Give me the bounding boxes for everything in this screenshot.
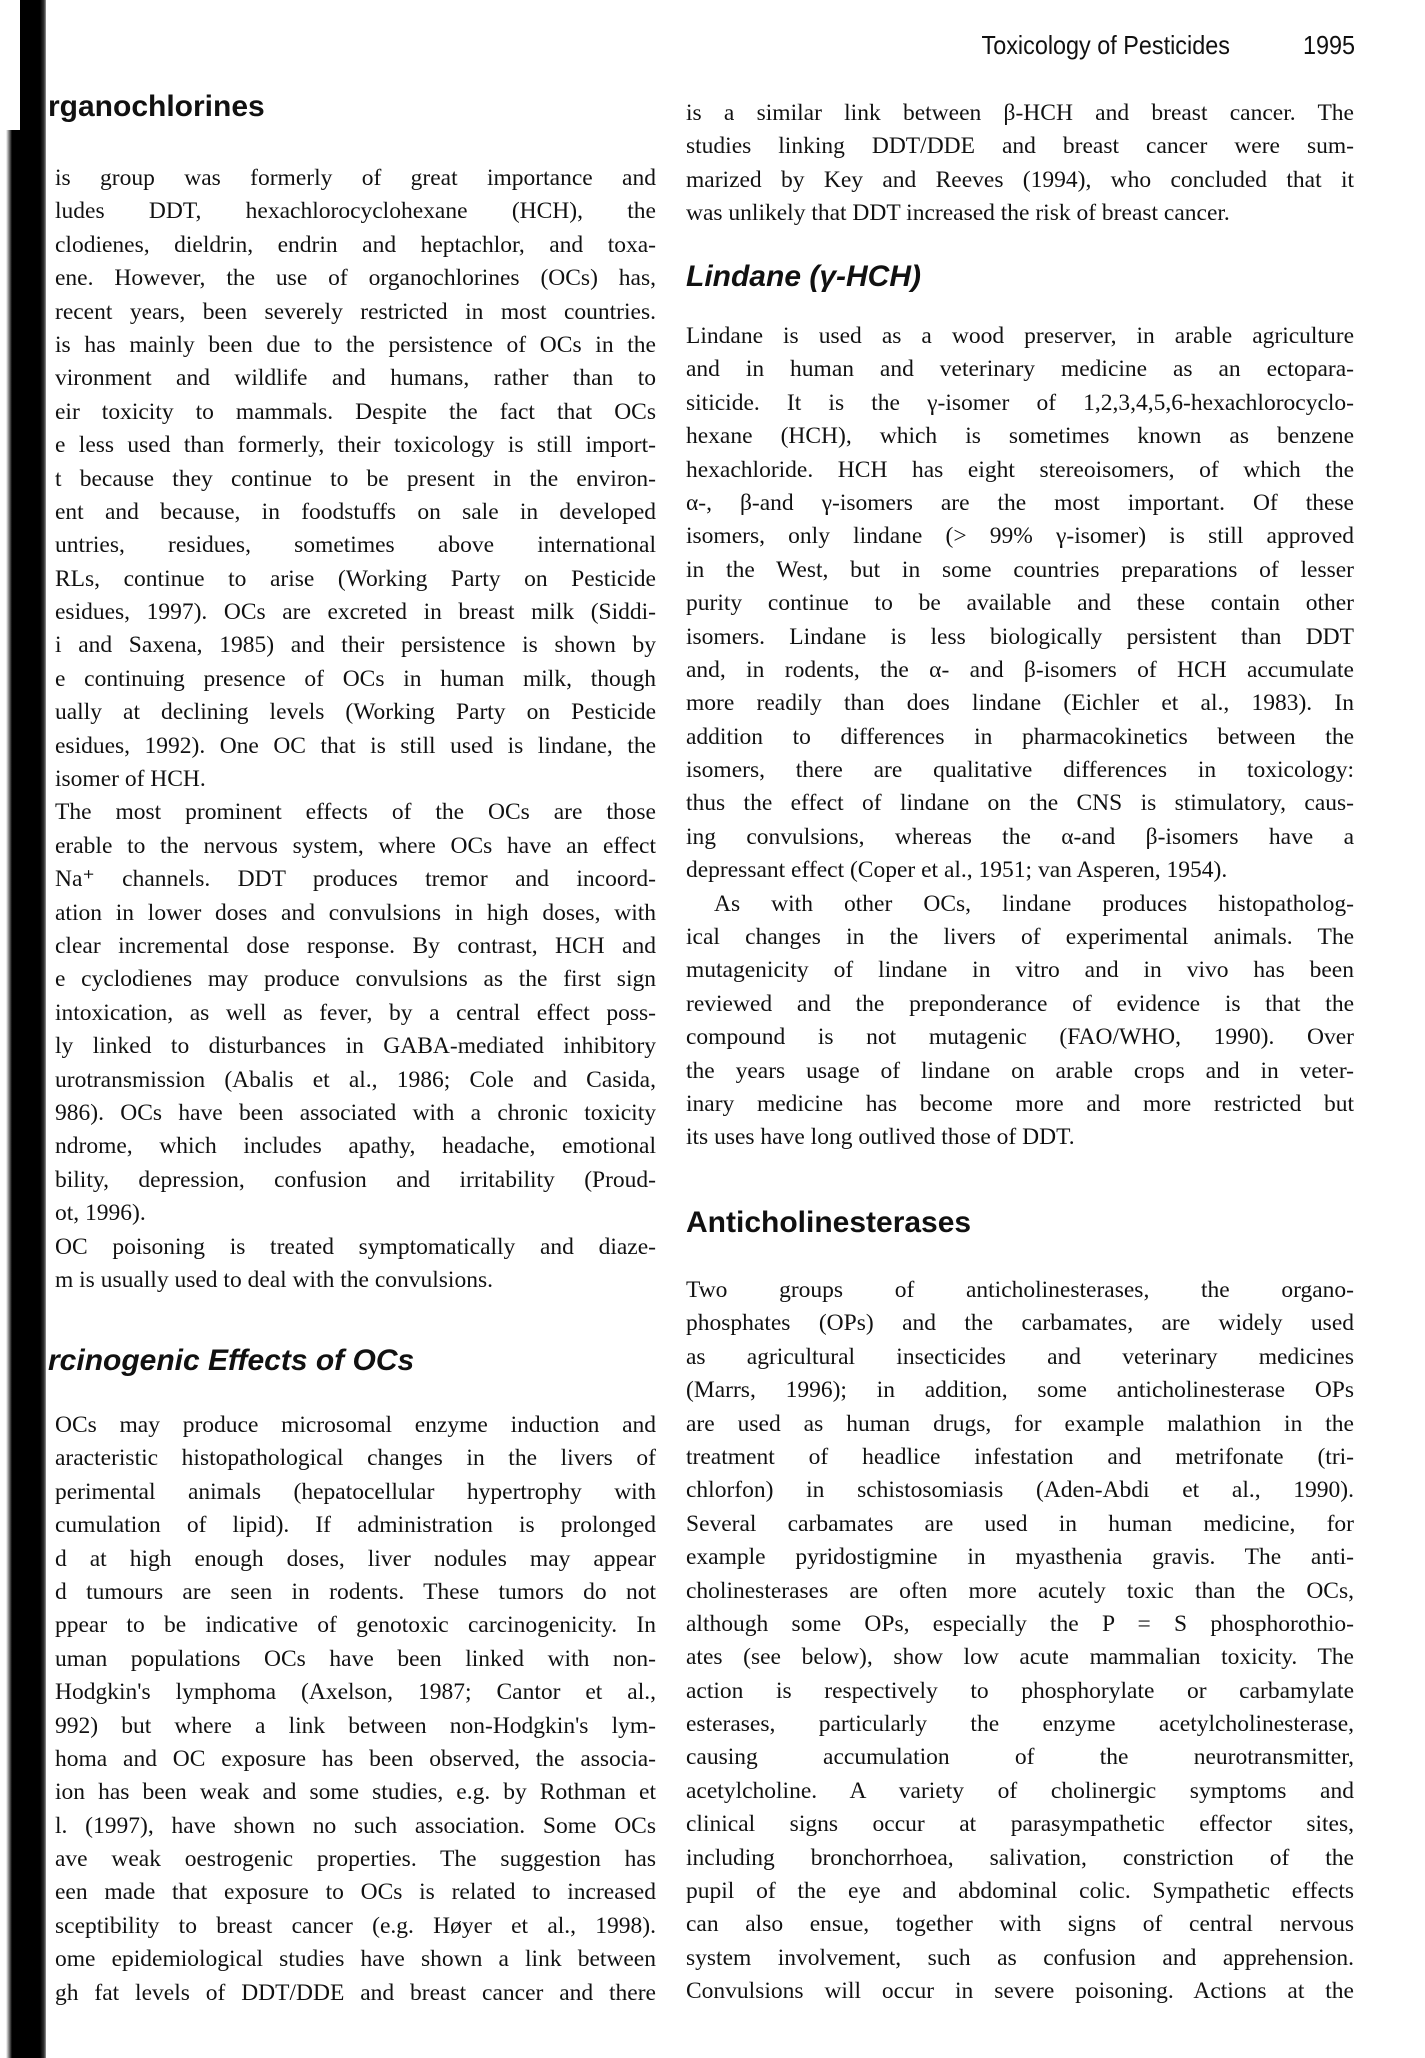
- text-line: Lindane is used as a wood preserver, in arable agriculture: [686, 323, 1354, 349]
- text-line: uman populations OCs have been linked with non-: [55, 1645, 656, 1672]
- text-line: e continuing presence of OCs in human milk, though: [55, 665, 656, 692]
- text-line: acetylcholine. A variety of cholinergic symptoms and: [686, 1777, 1354, 1804]
- text-line: Convulsions will occur in severe poisoning. Actions at the: [686, 1978, 1354, 2005]
- text-line: Two groups of anticholinesterases, the organo-: [686, 1277, 1354, 1303]
- text-line: As with other OCs, lindane produces histopatholog-: [714, 890, 1354, 917]
- anticholinesterases-body: [686, 1274, 1354, 2009]
- text-line: in the West, but in some countries preparations of lesser: [686, 556, 1354, 583]
- text-line: intoxication, as well as fever, by a central effect poss-: [55, 999, 656, 1026]
- text-line: are used as human drugs, for example malathion in the: [686, 1410, 1354, 1437]
- text-line: purity continue to be available and these contain other: [686, 590, 1354, 617]
- text-line: The most prominent effects of the OCs are those: [55, 799, 656, 826]
- text-line: thus the effect of lindane on the CNS is stimulatory, caus-: [686, 790, 1354, 817]
- text-line: ave weak oestrogenic properties. The suggestion has: [55, 1846, 656, 1873]
- text-line: cholinesterases are often more acutely toxic than the OCs,: [686, 1577, 1354, 1604]
- text-line: ical changes in the livers of experimental animals. The: [686, 924, 1354, 951]
- text-line: more readily than does lindane (Eichler et al., 1983). In: [686, 690, 1354, 717]
- paragraph: [55, 1409, 656, 2010]
- text-line: siticide. It is the γ-isomer of 1,2,3,4,5,6-hexachlorocyclo-: [686, 389, 1354, 416]
- text-line: OCs may produce microsomal enzyme induction and: [55, 1412, 656, 1438]
- text-line: phosphates (OPs) and the carbamates, are widely used: [686, 1310, 1354, 1337]
- text-line: d tumours are seen in rodents. These tumors do not: [55, 1578, 656, 1605]
- text-line: ion has been weak and some studies, e.g. by Rothman et: [55, 1779, 656, 1806]
- text-line: pupil of the eye and abdominal colic. Sympathetic effects: [686, 1878, 1354, 1905]
- text-line: action is respectively to phosphorylate or carbamylate: [686, 1677, 1354, 1704]
- heading-anticholinesterases: Anticholinesterases: [686, 1206, 972, 1239]
- text-line: i and Saxena, 1985) and their persistence is shown by: [55, 632, 656, 659]
- text-line: ndrome, which includes apathy, headache, emotional: [55, 1133, 656, 1160]
- running-head-title: Toxicology of Pesticides: [981, 30, 1230, 60]
- text-line: reviewed and the preponderance of evidence is that the: [686, 990, 1354, 1017]
- text-line: aracteristic histopathological changes in the livers of: [55, 1445, 656, 1472]
- text-line: cumulation of lipid). If administration is prolonged: [55, 1512, 656, 1539]
- paragraph: [686, 97, 1354, 231]
- scan-binding-shadow: [0, 0, 46, 2058]
- text-line: 992) but where a link between non-Hodgkin's lym-: [55, 1712, 656, 1739]
- text-line: chlorfon) in schistosomiasis (Aden-Abdi et al., 1990).: [686, 1477, 1354, 1504]
- text-line: ludes DDT, hexachlorocyclohexane (HCH), the: [55, 198, 656, 225]
- paragraph: [55, 1231, 656, 1298]
- text-line: e cyclodienes may produce convulsions as the first sign: [55, 966, 656, 993]
- paragraph: [55, 162, 656, 796]
- text-line: recent years, been severely restricted in most countries.: [55, 298, 656, 325]
- text-line: e less used than formerly, their toxicology is still import-: [55, 432, 656, 459]
- text-line: can also ensue, together with signs of central nervous: [686, 1911, 1354, 1938]
- text-line: as agricultural insecticides and veterinary medicines: [686, 1343, 1354, 1370]
- text-line: untries, residues, sometimes above international: [55, 532, 656, 559]
- text-line: isomers. Lindane is less biologically persistent than DDT: [686, 623, 1354, 650]
- lindane-body: [686, 320, 1354, 1155]
- page-number: 1995: [1302, 30, 1355, 60]
- organochlorines-body: [55, 162, 656, 1297]
- text-line: perimental animals (hepatocellular hypertrophy with: [55, 1478, 656, 1505]
- text-line: addition to differences in pharmacokinetics between the: [686, 723, 1354, 750]
- text-line: its uses have long outlived those of DDT.: [686, 1124, 1075, 1151]
- text-line: eir toxicity to mammals. Despite the fact that OCs: [55, 398, 656, 425]
- paragraph: [55, 796, 656, 1230]
- text-line: RLs, continue to arise (Working Party on Pesticide: [55, 565, 656, 592]
- text-line: isomers, only lindane (> 99% γ-isomer) is still approved: [686, 523, 1354, 550]
- text-line: esidues, 1997). OCs are excreted in breast milk (Siddi-: [55, 599, 656, 626]
- text-line: ing convulsions, whereas the α-and β-isomers have a: [686, 823, 1354, 850]
- text-line: l. (1997), have shown no such association. Some OCs: [55, 1812, 656, 1839]
- text-line: studies linking DDT/DDE and breast cancer were sum-: [686, 133, 1354, 160]
- heading-organochlorines: rganochlorines: [48, 90, 265, 123]
- text-line: urotransmission (Abalis et al., 1986; Cole and Casida,: [55, 1066, 656, 1093]
- text-line: including bronchorrhoea, salivation, constriction of the: [686, 1844, 1354, 1871]
- text-line: isomer of HCH.: [55, 766, 206, 793]
- text-line: treatment of headlice infestation and metrifonate (tri-: [686, 1443, 1354, 1470]
- text-line: (Marrs, 1996); in addition, some anticholinesterase OPs: [686, 1377, 1354, 1404]
- text-line: causing accumulation of the neurotransmitter,: [686, 1744, 1354, 1771]
- text-line: system involvement, such as confusion and apprehension.: [686, 1944, 1354, 1971]
- heading-carcinogenic-effects: rcinogenic Effects of OCs: [48, 1344, 415, 1377]
- text-line: and in human and veterinary medicine as an ectopara-: [686, 356, 1354, 383]
- text-line: OC poisoning is treated symptomatically and diaze-: [55, 1233, 656, 1260]
- text-line: gh fat levels of DDT/DDE and breast cancer and there: [55, 1979, 656, 2006]
- text-line: ually at declining levels (Working Party on Pesticide: [55, 699, 656, 726]
- text-line: and, in rodents, the α- and β-isomers of HCH accumulate: [686, 656, 1354, 683]
- paragraph: [686, 320, 1354, 888]
- text-line: clinical signs occur at parasympathetic effector sites,: [686, 1811, 1354, 1838]
- text-line: Hodgkin's lymphoma (Axelson, 1987; Cantor et al.,: [55, 1679, 656, 1706]
- text-line: hexachloride. HCH has eight stereoisomers, of which the: [686, 456, 1354, 483]
- text-line: example pyridostigmine in myasthenia gravis. The anti-: [686, 1544, 1354, 1571]
- text-line: erable to the nervous system, where OCs have an effect: [55, 832, 656, 859]
- text-line: een made that exposure to OCs is related to increased: [55, 1879, 656, 1906]
- text-line: is has mainly been due to the persistence of OCs in the: [55, 331, 656, 358]
- text-line: clear incremental dose response. By contrast, HCH and: [55, 932, 656, 959]
- text-line: ly linked to disturbances in GABA-mediated inhibitory: [55, 1033, 656, 1060]
- text-line: d at high enough doses, liver nodules may appear: [55, 1545, 656, 1572]
- breast-cancer-continuation: [686, 97, 1354, 231]
- text-line: clodienes, dieldrin, endrin and heptachlor, and toxa-: [55, 231, 656, 258]
- text-line: ene. However, the use of organochlorines (OCs) has,: [55, 265, 656, 292]
- running-head: [982, 30, 1356, 66]
- text-line: ent and because, in foodstuffs on sale in developed: [55, 498, 656, 525]
- text-line: m is usually used to deal with the convulsions.: [55, 1266, 493, 1293]
- text-line: 986). OCs have been associated with a chronic toxicity: [55, 1099, 656, 1126]
- text-line: ation in lower doses and convulsions in high doses, with: [55, 899, 656, 926]
- text-line: hexane (HCH), which is sometimes known as benzene: [686, 423, 1354, 450]
- text-line: compound is not mutagenic (FAO/WHO, 1990). Over: [686, 1024, 1354, 1051]
- text-line: depressant effect (Coper et al., 1951; van Asperen, 1954).: [686, 857, 1228, 884]
- text-line: isomers, there are qualitative differences in toxicology:: [686, 757, 1354, 784]
- carcinogenic-effects-body: [55, 1409, 656, 2010]
- text-line: mutagenicity of lindane in vitro and in vivo has been: [686, 957, 1354, 984]
- text-line: Several carbamates are used in human medicine, for: [686, 1510, 1354, 1537]
- text-line: bility, depression, confusion and irritability (Proud-: [55, 1166, 656, 1193]
- text-line: the years usage of lindane on arable crops and in veter-: [686, 1057, 1354, 1084]
- paragraph: [686, 1274, 1354, 2009]
- paragraph: [686, 888, 1354, 1155]
- text-line: Na⁺ channels. DDT produces tremor and incoord-: [55, 866, 656, 893]
- text-line: was unlikely that DDT increased the risk of breast cancer.: [686, 200, 1230, 227]
- text-line: vironment and wildlife and humans, rather than to: [55, 365, 656, 392]
- text-line: ates (see below), show low acute mammalian toxicity. The: [686, 1644, 1354, 1671]
- text-line: is group was formerly of great importance and: [55, 165, 656, 191]
- text-line: esterases, particularly the enzyme acetylcholinesterase,: [686, 1711, 1354, 1738]
- text-line: t because they continue to be present in the environ-: [55, 465, 656, 492]
- text-line: marized by Key and Reeves (1994), who concluded that it: [686, 166, 1354, 193]
- text-line: sceptibility to breast cancer (e.g. Høyer et al., 1998).: [55, 1912, 656, 1939]
- text-line: ot, 1996).: [55, 1200, 146, 1227]
- heading-lindane: Lindane (γ-HCH): [686, 260, 921, 293]
- text-line: esidues, 1992). One OC that is still used is lindane, the: [55, 732, 656, 759]
- text-line: although some OPs, especially the P = S phosphorothio-: [686, 1610, 1354, 1637]
- text-line: is a similar link between β-HCH and breast cancer. The: [686, 100, 1354, 126]
- text-line: inary medicine has become more and more restricted but: [686, 1090, 1354, 1117]
- text-line: ppear to be indicative of genotoxic carcinogenicity. In: [55, 1612, 656, 1639]
- text-line: α-, β-and γ-isomers are the most important. Of these: [686, 489, 1354, 516]
- text-line: ome epidemiological studies have shown a link between: [55, 1946, 656, 1973]
- text-line: homa and OC exposure has been observed, the associa-: [55, 1745, 656, 1772]
